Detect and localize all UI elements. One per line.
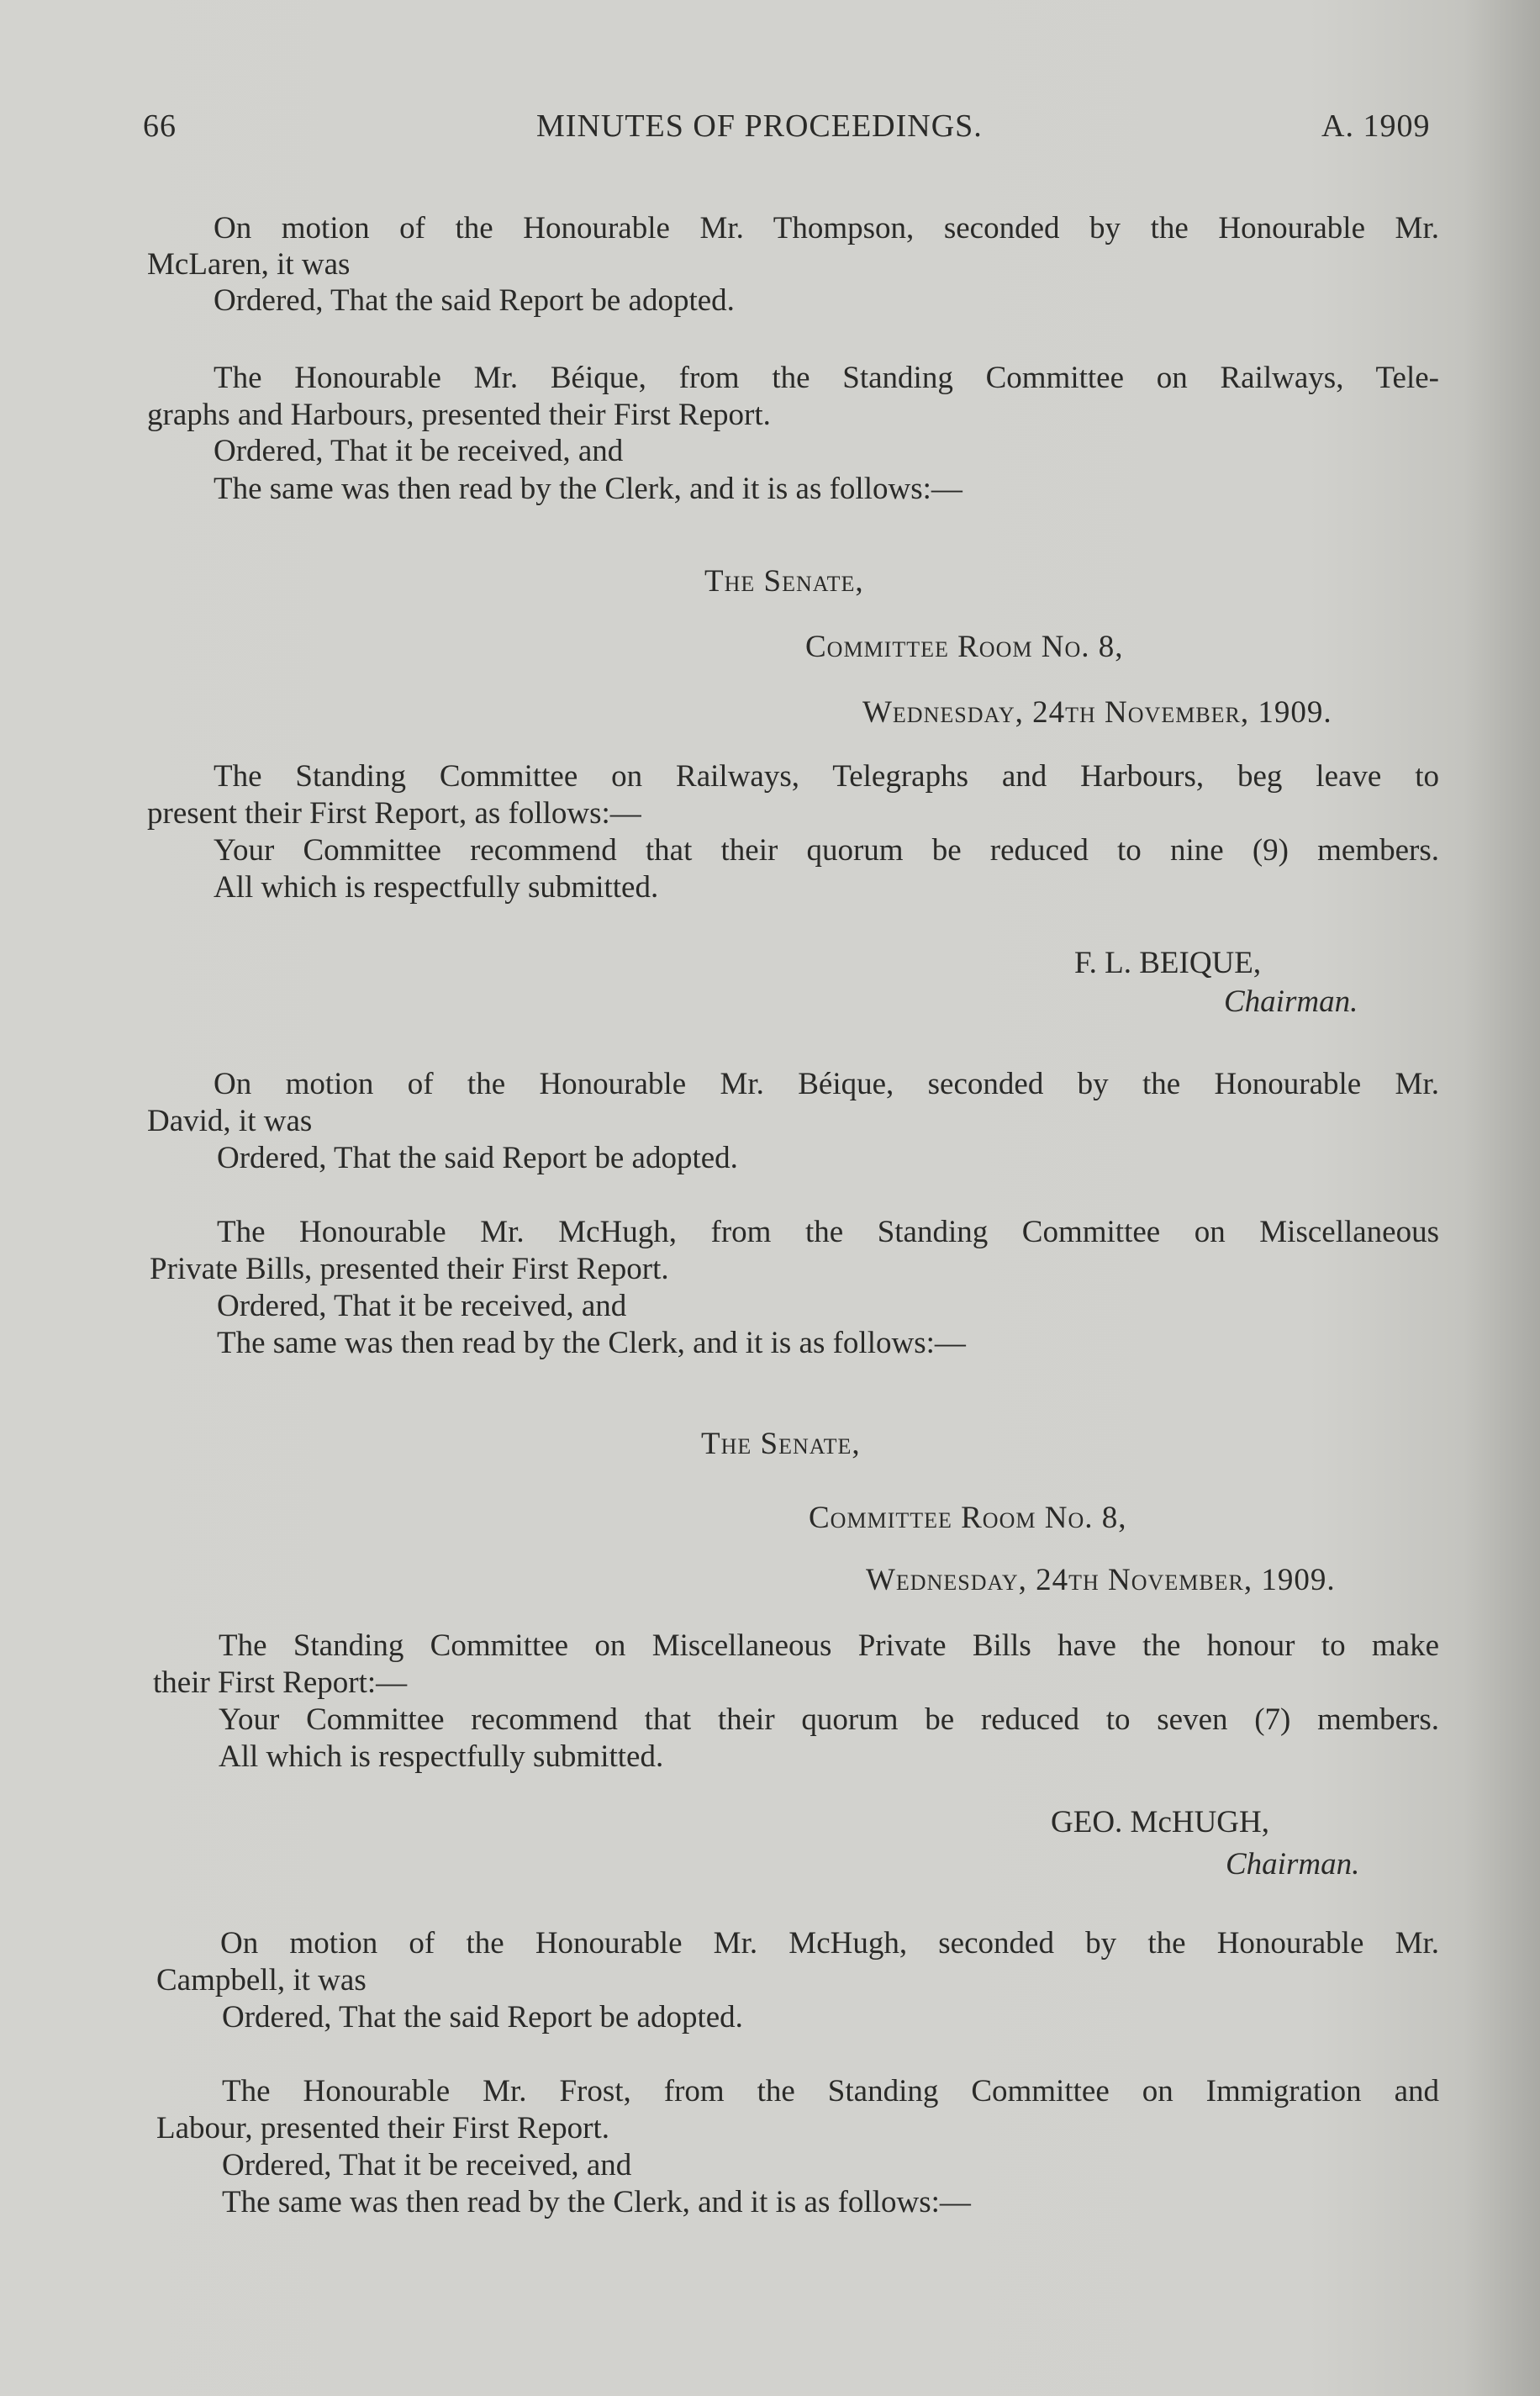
text-line: The same was then read by the Clerk, and it is as follows:— [217, 1326, 966, 1360]
text-line: All which is respectfully submitted. [219, 1739, 664, 1774]
text-line: The Senate, [704, 564, 864, 599]
text-line: Your Committee recommend that their quorum be reduced to seven (7) members. [219, 1702, 1439, 1737]
text-line: Labour, presented their First Report. [156, 2111, 609, 2145]
text-line: The Honourable Mr. Frost, from the Standing Committee on Immigration and [222, 2074, 1439, 2108]
text-line: The Standing Committee on Miscellaneous Private Bills have the honour to make [219, 1628, 1439, 1663]
text-line: On motion of the Honourable Mr. Béique, seconded by the Honourable Mr. [214, 1067, 1439, 1101]
text-line: Wednesday, 24th November, 1909. [866, 1563, 1336, 1597]
text-line: David, it was [147, 1104, 313, 1138]
text-line: graphs and Harbours, presented their First Report. [147, 398, 771, 432]
text-line: Private Bills, presented their First Report. [150, 1252, 669, 1286]
text-line: The Senate, [701, 1427, 861, 1461]
session-label: A. 1909 [1321, 108, 1431, 144]
text-line: Campbell, it was [156, 1963, 367, 1998]
text-line: Chairman. [1226, 1847, 1360, 1881]
text-line: Ordered, That the said Report be adopted. [222, 2000, 743, 2034]
page-title: MINUTES OF PROCEEDINGS. [536, 108, 983, 144]
text-line: Ordered, That the said Report be adopted. [214, 283, 735, 318]
text-line: All which is respectfully submitted. [214, 870, 659, 905]
text-line: F. L. BEIQUE, [1074, 946, 1262, 980]
text-line: The Standing Committee on Railways, Telegraphs and Harbours, beg leave to [214, 759, 1439, 794]
text-line: Ordered, That it be received, and [222, 2148, 632, 2182]
text-line: GEO. McHUGH, [1051, 1805, 1269, 1839]
text-line: The same was then read by the Clerk, and it is as follows:— [222, 2185, 971, 2219]
text-line: present their First Report, as follows:— [147, 796, 641, 831]
text-line: The same was then read by the Clerk, and it is as follows:— [214, 472, 962, 506]
text-line: On motion of the Honourable Mr. McHugh, seconded by the Honourable Mr. [220, 1926, 1439, 1961]
page-number: 66 [143, 108, 177, 144]
text-line: On motion of the Honourable Mr. Thompson, seconded by the Honourable Mr. [214, 211, 1439, 245]
text-line: Ordered, That it be received, and [214, 434, 624, 468]
text-line: Committee Room No. 8, [805, 630, 1124, 664]
text-line: The Honourable Mr. Béique, from the Standing Committee on Railways, Tele- [214, 361, 1439, 395]
text-line: McLaren, it was [147, 247, 351, 282]
text-line: Ordered, That the said Report be adopted. [217, 1141, 738, 1175]
text-line: Your Committee recommend that their quorum be reduced to nine (9) members. [214, 833, 1439, 868]
text-line: Wednesday, 24th November, 1909. [862, 695, 1332, 730]
text-line: Ordered, That it be received, and [217, 1289, 627, 1323]
text-line: their First Report:— [153, 1665, 408, 1700]
text-line: The Honourable Mr. McHugh, from the Standing Committee on Miscellaneous [217, 1215, 1439, 1249]
text-line: Chairman. [1224, 984, 1358, 1019]
text-line: Committee Room No. 8, [809, 1501, 1127, 1535]
